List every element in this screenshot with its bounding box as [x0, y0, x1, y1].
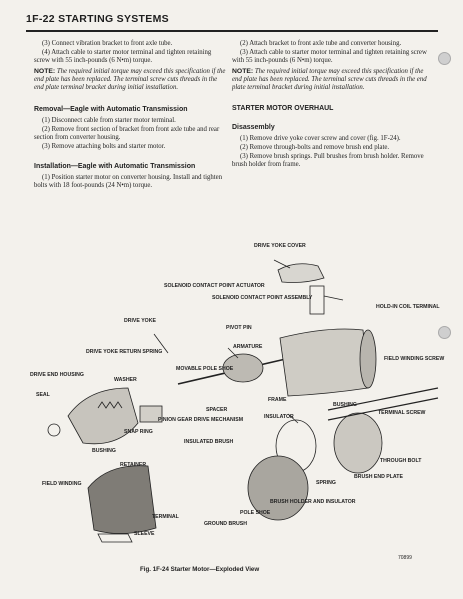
note-paragraph	[232, 68, 432, 92]
right-column	[232, 40, 432, 170]
label-drive-yoke-return-spring: DRIVE YOKE RETURN SPRING	[86, 349, 163, 355]
label-sleeve: SLEEVE	[134, 531, 155, 537]
drive-yoke-cover-shape	[278, 264, 324, 283]
section-heading-installation: Installation—Eagle with Automatic Transmission	[34, 161, 196, 171]
label-movable-pole-shoe: MOVABLE POLE SHOE	[176, 366, 234, 372]
binder-hole-icon	[438, 52, 451, 65]
exploded-view-diagram	[28, 238, 448, 558]
label-ground-brush: GROUND BRUSH	[204, 521, 247, 527]
label-spacer: SPACER	[206, 407, 228, 413]
step-text: (1) Remove drive yoke cover screw and cover (fig. 1F-24).	[240, 134, 401, 142]
label-terminal: TERMINAL	[152, 514, 179, 520]
label-snap-ring: SNAP RING	[124, 429, 153, 435]
note-body: The required initial torque may exceed this specification if the end plate has been replaced. The terminal screw cuts threads in the end plate terminal bracket during initial installation.	[232, 68, 427, 92]
note-body: The required initial torque may exceed this specification if the end plate has been replaced. The terminal screw cuts threads in the end plate terminal bracket during initial installation.	[34, 68, 226, 92]
section-heading-overhaul: STARTER MOTOR OVERHAUL	[232, 102, 334, 112]
page-header	[26, 10, 438, 32]
label-retainer: RETAINER	[120, 462, 147, 468]
label-field-winding-screw: FIELD WINDING SCREW	[384, 356, 445, 362]
label-brush-end-plate: BRUSH END PLATE	[354, 474, 403, 480]
step-text: (3) Attach cable to starter motor terminal and tighten retaining screw with 55 inch-pounds (6 N•m) torque.	[232, 49, 427, 65]
label-insulator: INSULATOR	[264, 414, 294, 420]
label-drive-yoke-cover: DRIVE YOKE COVER	[254, 243, 306, 249]
step-text: (1) Position starter motor on converter housing. Install and tighten bolts with 18 foot-pounds (24 N•m) torque.	[34, 174, 223, 190]
label-seal: SEAL	[36, 392, 50, 398]
label-armature: ARMATURE	[233, 344, 263, 350]
starter-motor-illustration	[28, 238, 448, 558]
label-spring: SPRING	[316, 480, 336, 486]
figure-caption: Fig. 1F-24 Starter Motor—Exploded View	[140, 566, 260, 573]
step-text: (1) Disconnect cable from starter motor terminal.	[42, 116, 176, 124]
step-text: (2) Remove through-bolts and remove brush end plate.	[240, 143, 390, 151]
note-lead: NOTE:	[232, 68, 254, 76]
sleeve-shape	[98, 534, 132, 542]
field-winding-shape	[88, 466, 156, 534]
label-bushing-left: BUSHING	[92, 448, 116, 454]
label-bushing-top: BUSHING	[333, 402, 357, 408]
drive-end-housing-shape	[68, 388, 138, 444]
label-through-bolt: THROUGH BOLT	[380, 458, 422, 464]
label-brush-holder-and-insulator: BRUSH HOLDER AND INSULATOR	[270, 499, 356, 505]
step-text: (2) Attach bracket to front axle tube and converter housing.	[240, 40, 402, 47]
label-hold-in-coil-terminal: HOLD-IN COIL TERMINAL	[376, 304, 440, 310]
step-text: (3) Remove attaching bolts and starter motor.	[42, 142, 166, 150]
label-pole-shoe: POLE SHOE	[240, 510, 271, 516]
label-solenoid-contact-point-assembly: SOLENOID CONTACT POINT ASSEMBLY	[212, 295, 313, 301]
note-lead: NOTE:	[34, 68, 56, 76]
step-text: (3) Connect vibration bracket to front axle tube.	[42, 40, 173, 47]
step-text: (4) Attach cable to starter motor terminal and tighten retaining screw with 55 inch-pounds (6 N•m) torque.	[34, 49, 212, 65]
note-paragraph	[34, 68, 226, 92]
section-heading-removal: Removal—Eagle with Automatic Transmission	[34, 103, 188, 113]
label-field-winding: FIELD WINDING	[42, 481, 82, 487]
label-frame: FRAME	[268, 397, 287, 403]
figure-code: 70899	[398, 555, 412, 561]
label-insulated-brush: INSULATED BRUSH	[184, 439, 234, 445]
brush-end-plate-shape	[334, 413, 382, 473]
label-drive-end-housing: DRIVE END HOUSING	[30, 372, 84, 378]
label-terminal-screw: TERMINAL SCREW	[378, 410, 426, 416]
seal-shape	[48, 424, 60, 436]
left-column	[34, 40, 226, 191]
frame-shape	[280, 329, 368, 396]
page-header-title: 1F-22 STARTING SYSTEMS	[26, 13, 169, 25]
label-pivot-pin: PIVOT PIN	[226, 325, 252, 331]
step-text: (3) Remove brush springs. Pull brushes from brush holder. Remove brush holder from frame.	[232, 152, 424, 169]
label-drive-yoke: DRIVE YOKE	[124, 318, 156, 324]
label-washer: WASHER	[114, 377, 137, 383]
label-solenoid-contact-point-actuator: SOLENOID CONTACT POINT ACTUATOR	[164, 283, 265, 289]
label-pinion-gear-drive-mechanism: PINION GEAR DRIVE MECHANISM	[158, 417, 244, 423]
section-heading-disassembly: Disassembly	[232, 121, 275, 131]
step-text: (2) Remove front section of bracket from front axle tube and rear section from converter housing.	[34, 125, 220, 141]
